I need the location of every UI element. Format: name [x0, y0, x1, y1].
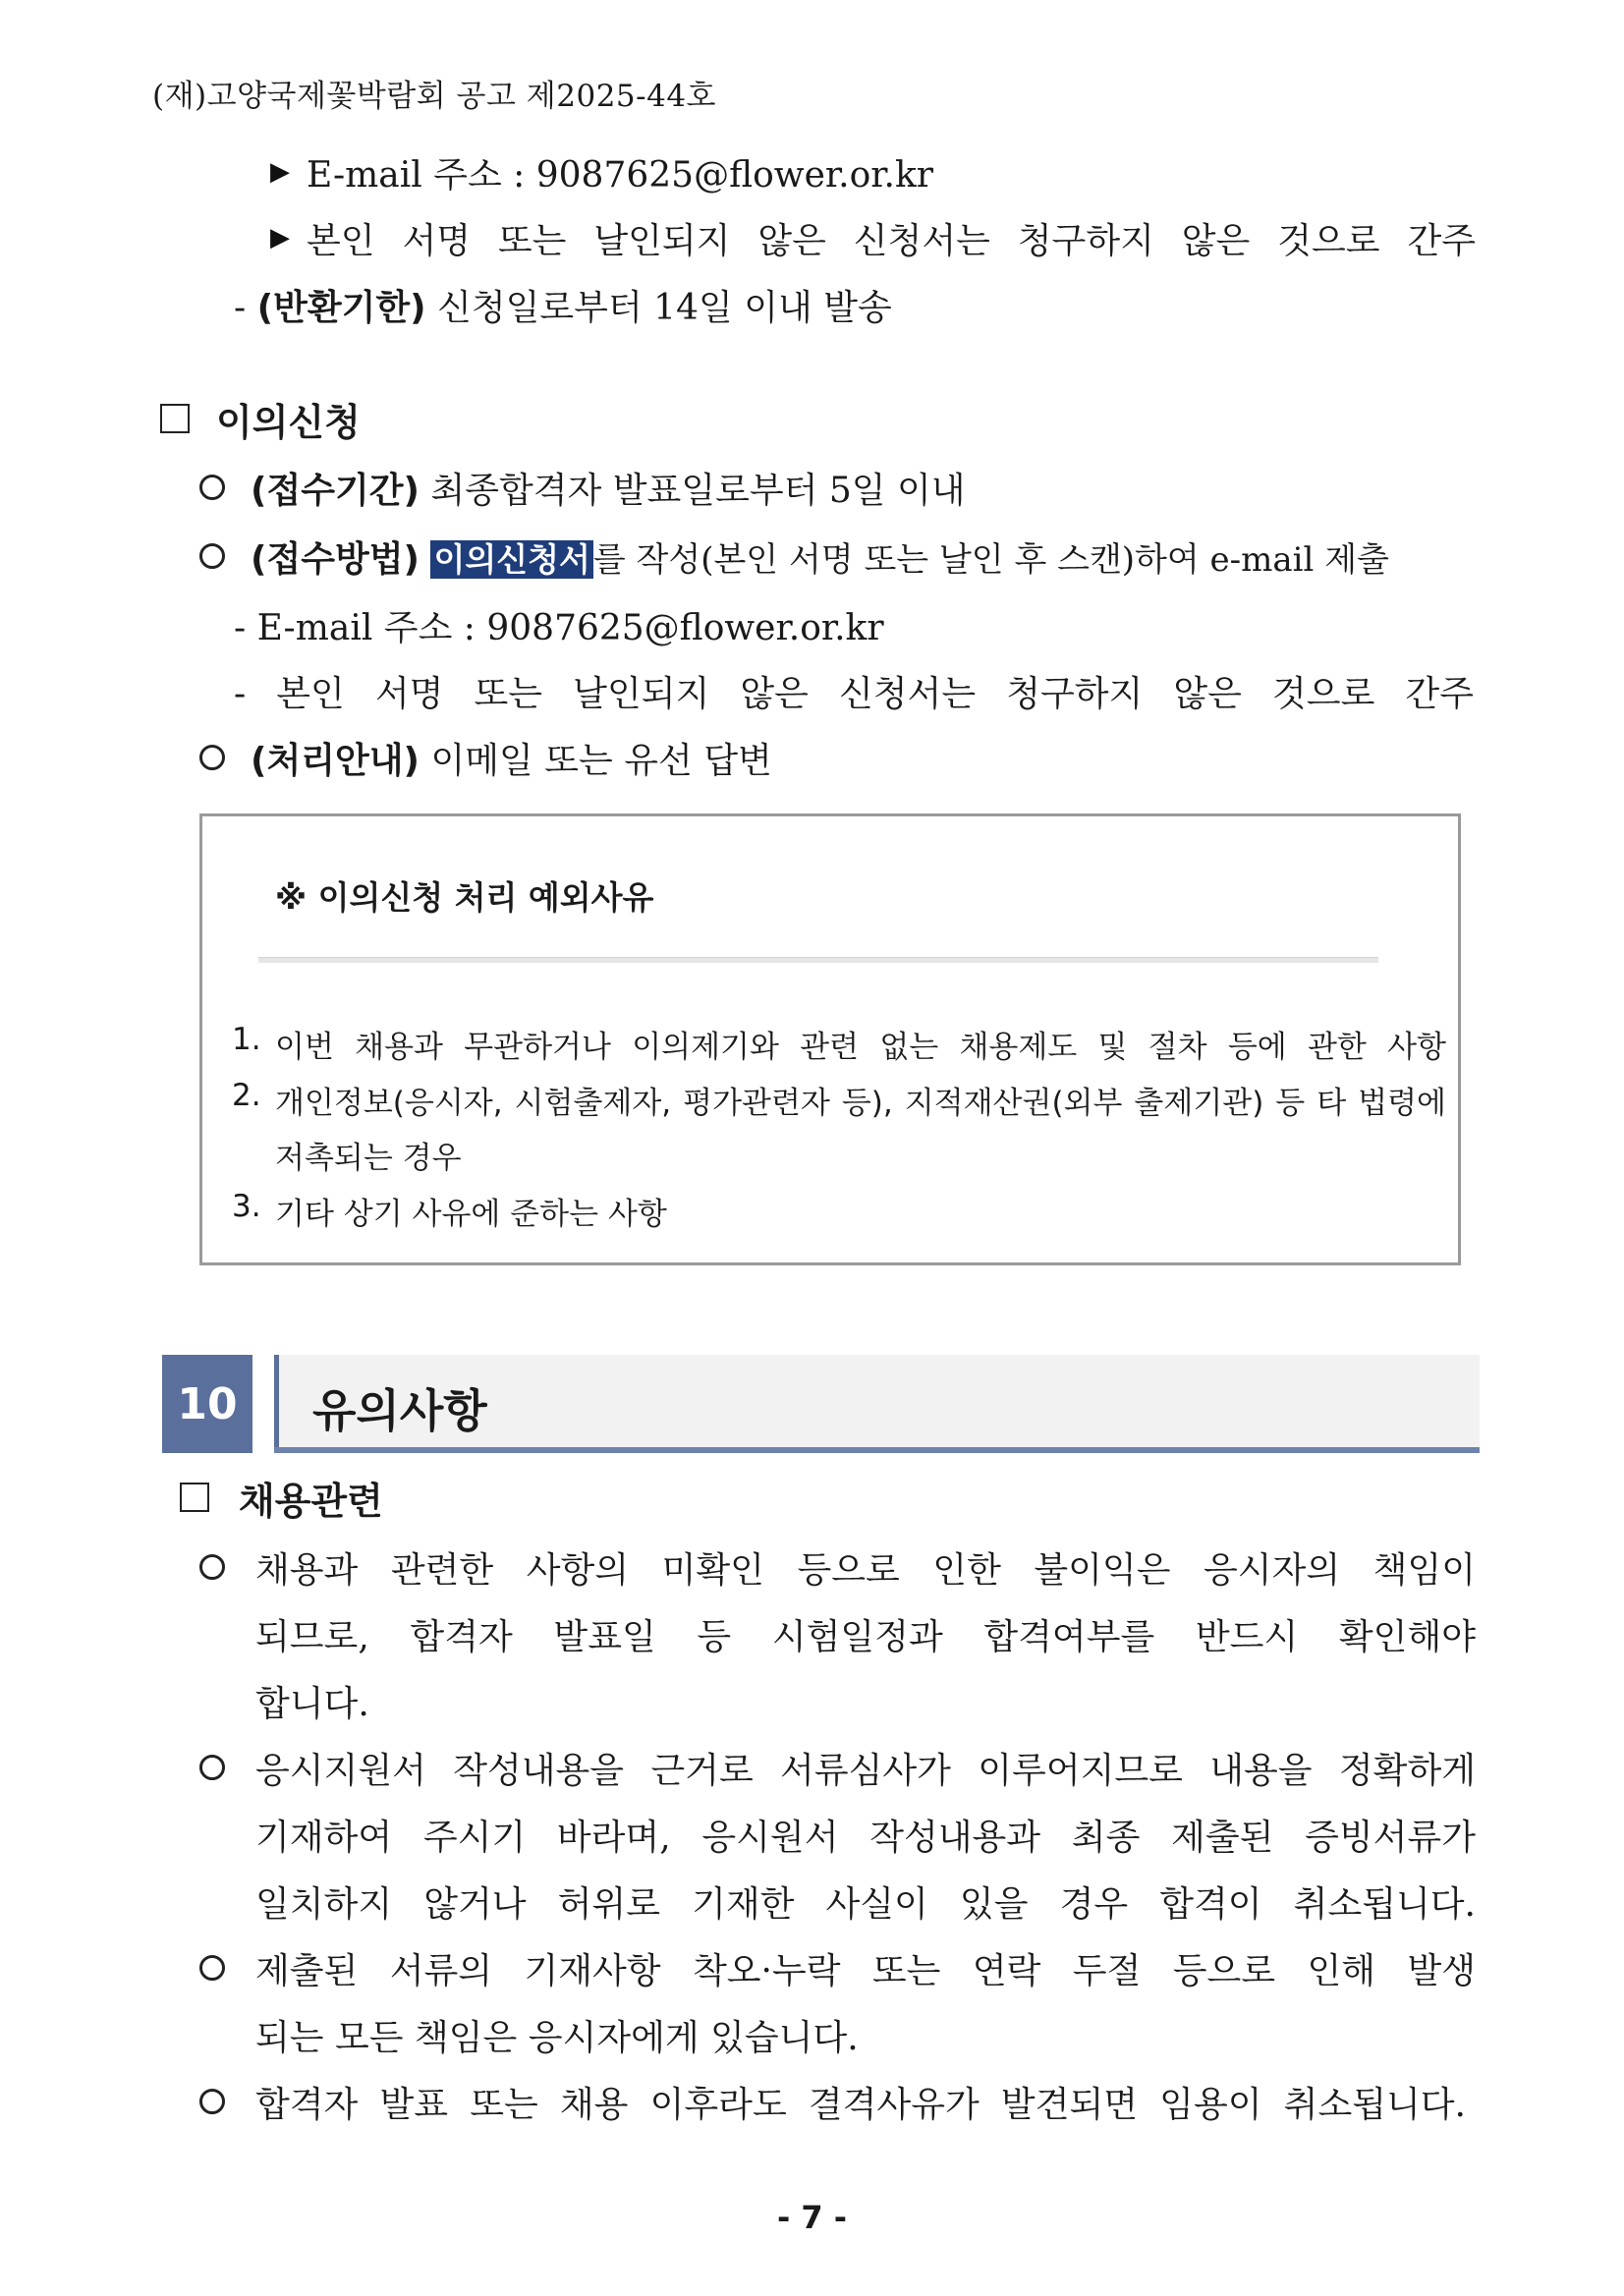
section-title: 유의사항 — [312, 1384, 487, 1437]
checkbox-icon — [160, 404, 190, 433]
circle-bullet-icon — [199, 1755, 225, 1780]
email-bullet: E-mail 주소 : 9087625@flower.or.kr — [307, 155, 933, 196]
notice-p2-line1: 응시지원서 작성내용을 근거로 서류심사가 이루어지므로 내용을 정확하게 — [255, 1751, 1476, 1791]
section-title-underline — [274, 1447, 1480, 1453]
circle-bullet-icon — [199, 543, 225, 569]
objection-signature-note: - 본인 서명 또는 날인되지 않은 신청서는 청구하지 않은 것으로 간주 — [234, 674, 1474, 714]
triangle-bullet-icon: ▶ — [270, 223, 290, 252]
section-subheading: 채용관련 — [239, 1480, 383, 1523]
exception-item-1: 이번 채용과 무관하거나 이의제기와 관련 없는 채용제도 및 절차 등에 관한 사항 — [275, 1030, 1446, 1065]
highlighted-form-name: 이의신청서 — [430, 540, 592, 579]
exception-box-divider — [258, 957, 1378, 963]
exception-box-title: ※ 이의신청 처리 예외사유 — [275, 878, 654, 917]
objection-heading: 이의신청 — [216, 401, 361, 444]
exception-item-number: 1. — [232, 1022, 261, 1057]
checkbox-icon — [180, 1483, 209, 1512]
exception-item-number: 3. — [232, 1189, 261, 1224]
circle-bullet-icon — [199, 2089, 225, 2114]
notice-p3-line1: 제출된 서류의 기재사항 착오·누락 또는 연락 두절 등으로 인해 발생 — [255, 1951, 1476, 1991]
circle-bullet-icon — [199, 745, 225, 770]
notice-p4-line1: 합격자 발표 또는 채용 이후라도 결격사유가 발견되면 임용이 취소됩니다. — [255, 2085, 1466, 2125]
section-number-badge: 10 — [162, 1355, 252, 1453]
exception-item-2: 개인정보(응시자, 시험출제자, 평가관련자 등), 지적재산권(외부 출제기관) 등 타 법령에 — [275, 1086, 1446, 1121]
exception-item-number: 2. — [232, 1078, 261, 1113]
circle-bullet-icon — [199, 475, 225, 500]
notice-p2-line3: 일치하지 않거나 허위로 기재한 사실이 있을 경우 합격이 취소됩니다. — [255, 1884, 1476, 1925]
objection-item-period: (접수기간) 최종합격자 발표일로부터 5일 이내 — [251, 471, 966, 511]
signature-bullet: 본인 서명 또는 날인되지 않은 신청서는 청구하지 않은 것으로 간주 — [307, 221, 1476, 261]
circle-bullet-icon — [199, 1554, 225, 1580]
circle-bullet-icon — [199, 1955, 225, 1981]
objection-item-processing: (처리안내) 이메일 또는 유선 답변 — [251, 741, 772, 781]
return-deadline-line: - (반환기한) 신청일로부터 14일 이내 발송 — [234, 288, 892, 328]
notice-p3-line2: 되는 모든 책임은 응시자에게 있습니다. — [255, 2018, 859, 2058]
notice-p2-line2: 기재하여 주시기 바라며, 응시원서 작성내용과 최종 제출된 증빙서류가 — [255, 1818, 1476, 1858]
objection-email: - E-mail 주소 : 9087625@flower.or.kr — [234, 608, 884, 648]
notice-p1-line1: 채용과 관련한 사항의 미확인 등으로 인한 불이익은 응시자의 책임이 — [255, 1550, 1476, 1591]
return-deadline-key: (반환기한) — [256, 288, 426, 328]
document-header: (재)고양국제꽃박람회 공고 제2025-44호 — [152, 79, 717, 114]
exception-item-3: 기타 상기 사유에 준하는 사항 — [275, 1197, 667, 1232]
exception-item-2-continued: 저촉되는 경우 — [275, 1141, 462, 1176]
triangle-bullet-icon: ▶ — [270, 157, 290, 187]
page-number: - 7 - — [776, 2199, 848, 2236]
notice-p1-line3: 합니다. — [255, 1684, 369, 1724]
notice-p1-line2: 되므로, 합격자 발표일 등 시험일정과 합격여부를 반드시 확인해야 — [255, 1617, 1476, 1657]
objection-item-method: (접수방법) 이의신청서를 작성(본인 서명 또는 날인 후 스캔)하여 e-mail 제출 — [251, 539, 1389, 580]
